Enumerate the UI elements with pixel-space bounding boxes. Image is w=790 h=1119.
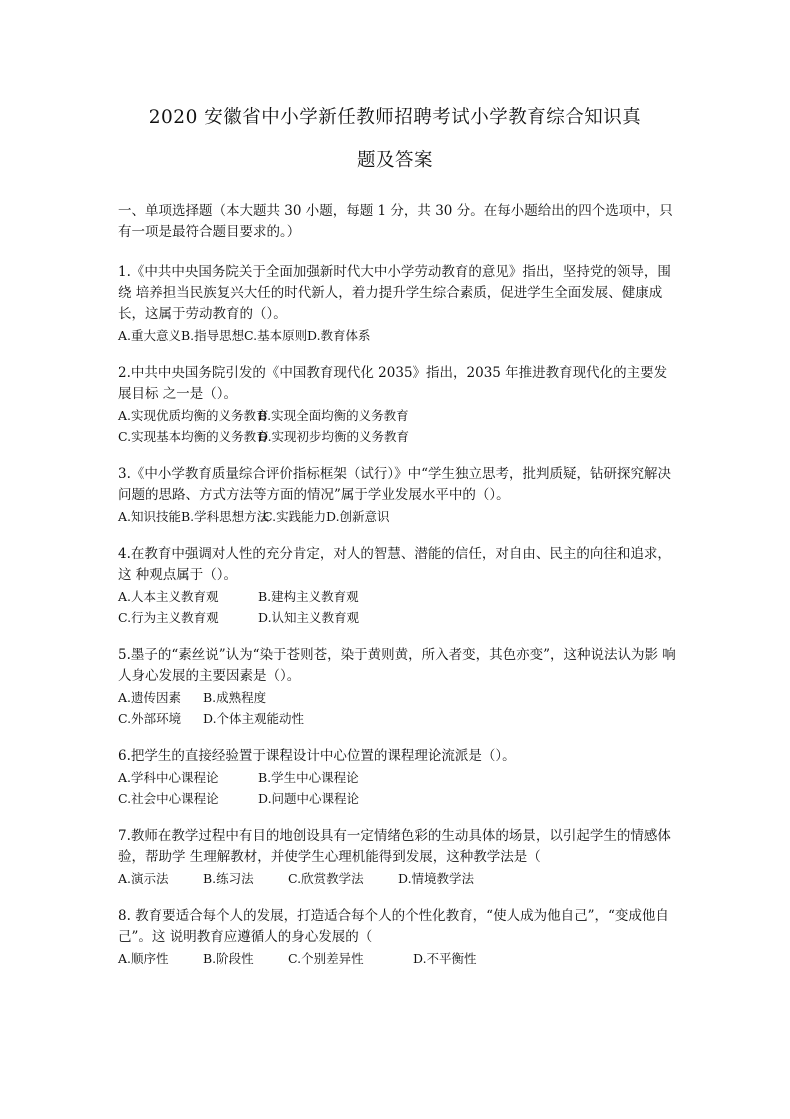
option-c: C.行为主义教育观 [118,610,219,625]
question-7 [118,826,678,889]
option-c: C.个别差异性 [288,951,364,966]
option-d: D.认知主义教育观 [258,610,360,625]
option-a: A.学科中心课程论 [118,770,219,785]
option-c: C.实现基本均衡的义务教育 [118,429,269,444]
option-d: D.个体主观能动性 [203,711,305,726]
option-d: D.情境教学法 [398,871,475,886]
option-b: B.练习法 [203,871,254,886]
option-b: B.阶段性 [203,951,254,966]
option-a: A.演示法 [118,871,169,886]
option-row [118,586,678,607]
question-stem: 5.墨子的“素丝说”认为“染于苍则苍，染于黄则黄，所入者变，其色亦变”，这种说法认为影 响人身心发展的主要因素是（）。 [118,647,676,684]
option-row [118,948,678,969]
option-c: C.基本原则 [244,328,308,343]
document-title-line-2: 题及答案 [356,150,433,171]
question-stem: 7.教师在教学过程中有目的地创设具有一定情绪色彩的生动具体的场景，以引起学生的情感体验，帮助学 生理解教材，并使学生心理机能得到发展，这种教学法是（ [118,828,671,865]
section-intro: 一、单项选择题（本大题共 30 小题，每题 1 分，共 30 分。在每小题给出的四个选项中，只 有一项是最符合题目要求的。） [118,203,673,240]
option-b: B.学生中心课程论 [258,770,359,785]
option-d: D.不平衡性 [413,951,477,966]
option-row [118,506,678,527]
option-d: D.教育体系 [307,328,371,343]
option-row [118,708,678,729]
option-c: C.社会中心课程论 [118,791,219,806]
option-d: D.问题中心课程论 [258,791,360,806]
option-a: A.知识技能 [118,509,182,524]
question-stem: 6.把学生的直接经验置于课程设计中心位置的课程理论流派是（）。 [118,748,516,764]
option-c: C.实践能力 [263,509,327,524]
option-row [118,868,678,889]
option-b: B.实现全面均衡的义务教育 [258,408,409,423]
question-stem: 4.在教育中强调对人性的充分肯定，对人的智慧、潜能的信任，对自由、民主的向往和追求，这 种观点属于（）。 [118,546,671,583]
option-row [118,405,678,426]
option-row [118,426,678,447]
question-1 [118,262,678,346]
option-d: D.创新意识 [326,509,390,524]
question-6 [118,746,678,809]
option-a: A.实现优质均衡的义务教育 [118,408,269,423]
option-row [118,607,678,628]
question-3 [118,464,678,527]
option-b: B.学科思想方法 [181,509,270,524]
question-4 [118,544,678,628]
question-stem: 3.《中小学教育质量综合评价指标框架（试行）》中“学生独立思考，批判质疑，钻研探究解决 问题的思路、方式方法等方面的情况”属于学业发展水平中的（）。 [118,466,672,503]
option-row [118,788,678,809]
question-2 [118,363,678,447]
option-c: C.外部环境 [118,711,182,726]
option-d: D.实现初步均衡的义务教育 [258,429,410,444]
option-b: B.指导思想 [181,328,245,343]
question-stem: 2.中共中央国务院引发的《中国教育现代化 2035》指出，2035 年推进教育现代化的主要发展目标 之一是（）。 [118,365,668,402]
option-c: C.欣赏教学法 [288,871,364,886]
option-a: A.人本主义教育观 [118,589,219,604]
option-b: B.成熟程度 [203,690,267,705]
option-a: A.遗传因素 [118,690,182,705]
question-8 [118,906,678,969]
option-b: B.建构主义教育观 [258,589,359,604]
question-stem: 8. 教育要适合每个人的发展，打造适合每个人的个性化教育，“使人成为他自己”，“变成他自己”。这 说明教育应遵循人的身心发展的（ [118,908,669,945]
option-row [118,325,678,346]
option-row [118,767,678,788]
question-list [118,262,678,986]
document-title-line-1: 2020 安徽省中小学新任教师招聘考试小学教育综合知识真 [148,107,642,128]
question-stem: 1.《中共中央国务院关于全面加强新时代大中小学劳动教育的意见》指出，坚持党的领导，围绕 培养担当民族复兴大任的时代新人，着力提升学生综合素质，促进学生全面发展、健康成长，这属于劳动教育的（）。 [118,264,671,322]
question-5 [118,645,678,729]
option-a: A.重大意义 [118,328,182,343]
option-row [118,687,678,708]
option-a: A.顺序性 [118,951,169,966]
